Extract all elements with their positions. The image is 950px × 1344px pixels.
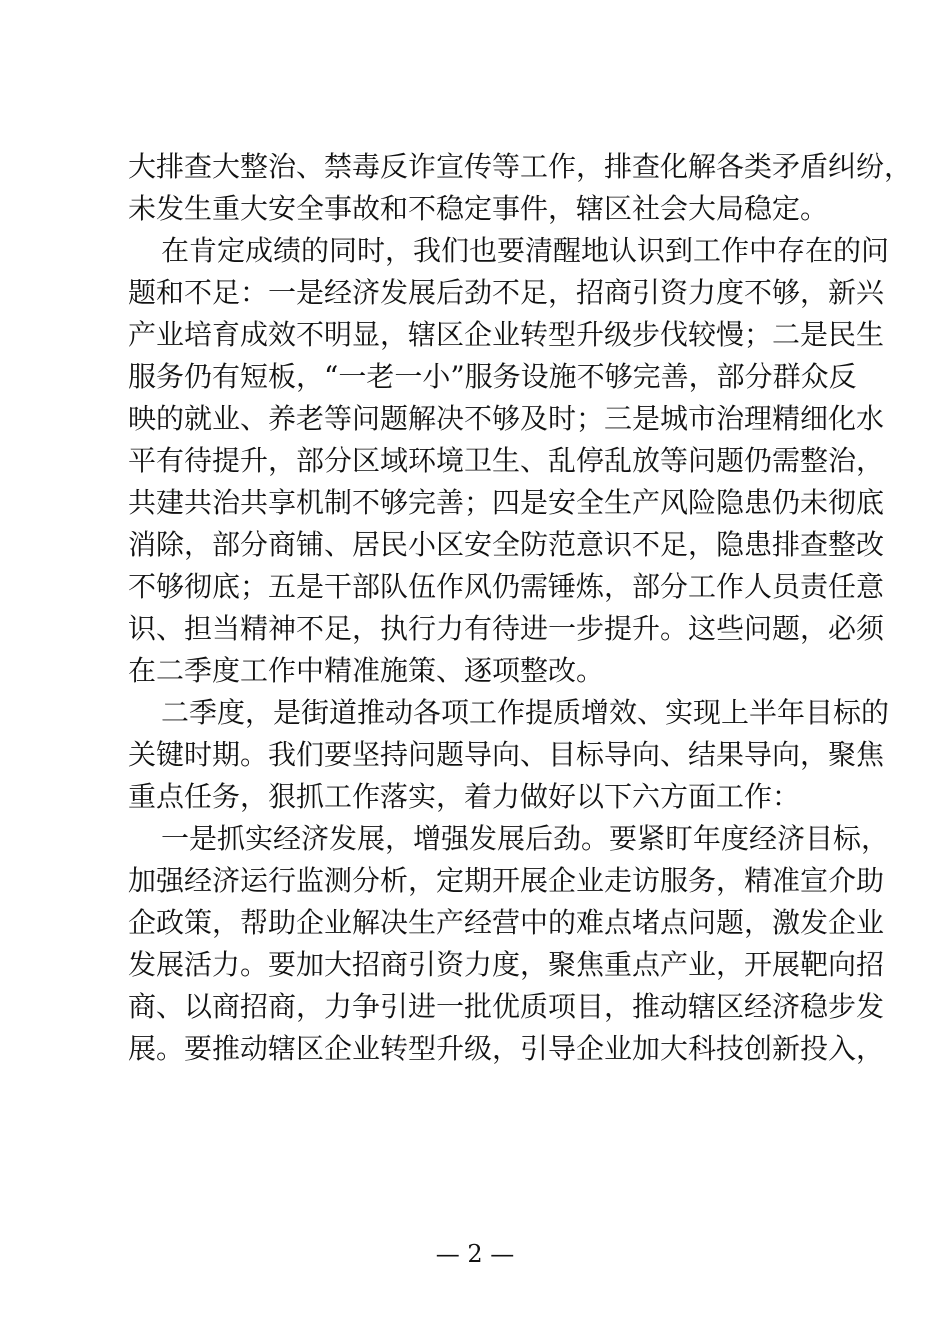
document-body: [128, 146, 913, 1070]
text-line: 发展活力。要加大招商引资力度，聚焦重点产业，开展靶向招: [128, 948, 885, 981]
text-line: 二季度，是街道推动各项工作提质增效、实现上半年目标的: [161, 696, 890, 729]
paragraph-3: [128, 692, 890, 818]
text-line: 识、担当精神不足，执行力有待进一步提升。这些问题，必须: [128, 612, 885, 645]
paragraph-4: [128, 818, 890, 1070]
text-line: 展。要推动辖区企业转型升级，引导企业加大科技创新投入，: [128, 1032, 885, 1065]
text-line: 商、以商招商，力争引进一批优质项目，推动辖区经济稳步发: [128, 990, 885, 1023]
text-line: 服务仍有短板，“一老一小”服务设施不够完善，部分群众反: [128, 360, 857, 393]
paragraph-2: [128, 230, 890, 692]
text-line: 加强经济运行监测分析，定期开展企业走访服务，精准宣介助: [128, 864, 885, 897]
text-line: 一是抓实经济发展，增强发展后劲。要紧盯年度经济目标，: [161, 822, 890, 855]
text-line: 在二季度工作中精准施策、逐项整改。: [128, 654, 605, 687]
text-line: 产业培育成效不明显，辖区企业转型升级步伐较慢；二是民生: [128, 318, 885, 351]
text-line: 平有待提升，部分区域环境卫生、乱停乱放等问题仍需整治，: [128, 444, 885, 477]
text-line: 不够彻底；五是干部队伍作风仍需锤炼，部分工作人员责任意: [128, 570, 885, 603]
page-number: — 2 —: [435, 1240, 515, 1268]
text-line: 在肯定成绩的同时，我们也要清醒地认识到工作中存在的问: [161, 234, 890, 267]
text-line: 关键时期。我们要坚持问题导向、目标导向、结果导向，聚焦: [128, 738, 885, 771]
text-line: 共建共治共享机制不够完善；四是安全生产风险隐患仍未彻底: [128, 486, 885, 519]
text-line: 消除，部分商铺、居民小区安全防范意识不足，隐患排查整改: [128, 528, 885, 561]
text-line: 未发生重大安全事故和不稳定事件，辖区社会大局稳定。: [128, 192, 829, 225]
text-line: 大排查大整治、禁毒反诈宣传等工作，排查化解各类矛盾纠纷，: [128, 150, 913, 183]
text-line: 重点任务，狠抓工作落实，着力做好以下六方面工作：: [128, 780, 801, 813]
text-line: 企政策，帮助企业解决生产经营中的难点堵点问题，激发企业: [128, 906, 885, 939]
text-line: 题和不足：一是经济发展后劲不足，招商引资力度不够，新兴: [128, 276, 885, 309]
text-line: 映的就业、养老等问题解决不够及时；三是城市治理精细化水: [128, 402, 885, 435]
paragraph-1: [128, 146, 913, 230]
